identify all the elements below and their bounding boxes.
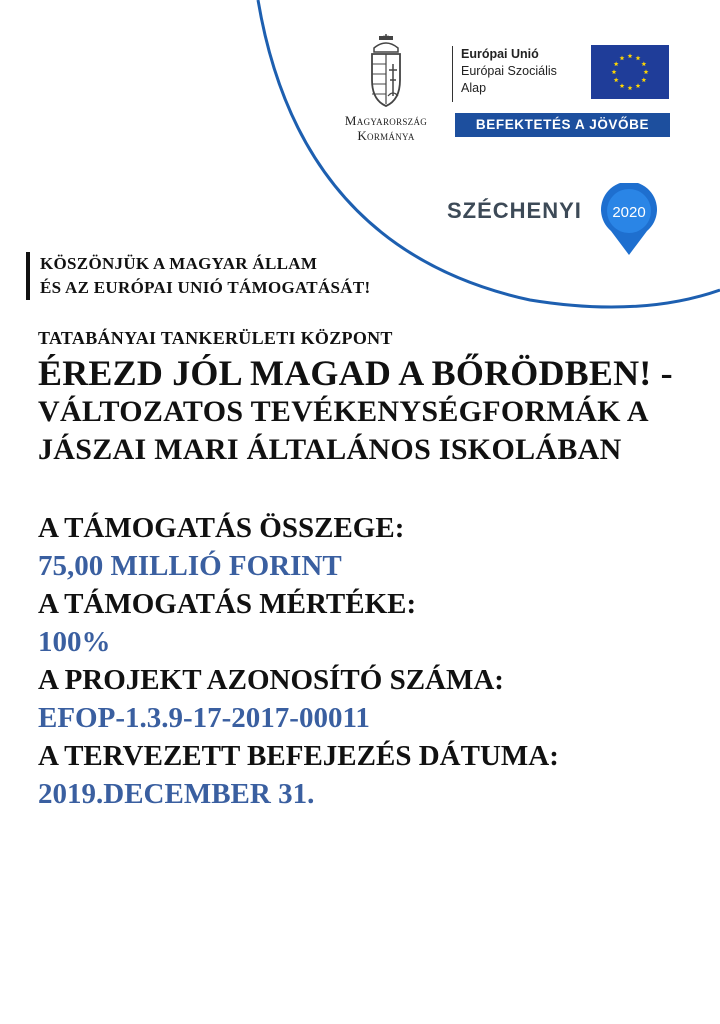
hungarian-crest-icon [364, 34, 408, 108]
project-id-label: A PROJEKT AZONOSÍTÓ SZÁMA: [38, 664, 504, 696]
end-date-value: 2019.DECEMBER 31. [38, 778, 315, 810]
project-id-value: EFOP-1.3.9-17-2017-00011 [38, 702, 370, 734]
szechenyi-label: SZÉCHENYI [447, 198, 582, 223]
invest-banner: BEFEKTETÉS A JÖVŐBE [455, 113, 670, 137]
eu-line-2: Európai Szociális [461, 64, 557, 78]
eu-line-3: Alap [461, 81, 487, 95]
thanks-line-2: ÉS AZ EURÓPAI UNIÓ TÁMOGATÁSÁT! [40, 278, 371, 297]
eu-line-1: Európai Unió [461, 47, 539, 61]
amount-value: 75,00 MILLIÓ FORINT [38, 550, 342, 582]
eu-flag-icon [591, 45, 669, 99]
project-title-line-1: ÉREZD JÓL MAGAD A BŐRÖDBEN! - [38, 353, 673, 393]
szechenyi-pin-icon [598, 183, 660, 257]
details-block [38, 509, 708, 813]
end-date-label: A TERVEZETT BEFEJEZÉS DÁTUMA: [38, 740, 559, 772]
project-title-line-3: JÁSZAI MARI ÁLTALÁNOS ISKOLÁBAN [38, 433, 622, 466]
main-content [38, 325, 708, 813]
rate-value: 100% [38, 626, 111, 658]
project-title-line-2: VÁLTOZATOS TEVÉKENYSÉGFORMÁK A [38, 395, 649, 428]
organization-name: TATABÁNYAI TANKERÜLETI KÖZPONT [38, 328, 393, 348]
amount-label: A TÁMOGATÁS ÖSSZEGE: [38, 512, 405, 544]
government-logo [326, 34, 446, 143]
gov-line-1: Magyarország [344, 113, 428, 128]
thanks-block [26, 252, 370, 300]
szechenyi-year: 2020 [612, 204, 646, 221]
rate-label: A TÁMOGATÁS MÉRTÉKE: [38, 588, 417, 620]
gov-line-2: Kormánya [357, 128, 415, 143]
thanks-line-1: KÖSZÖNJÜK A MAGYAR ÁLLAM [40, 254, 318, 273]
eu-text-block [452, 46, 557, 102]
